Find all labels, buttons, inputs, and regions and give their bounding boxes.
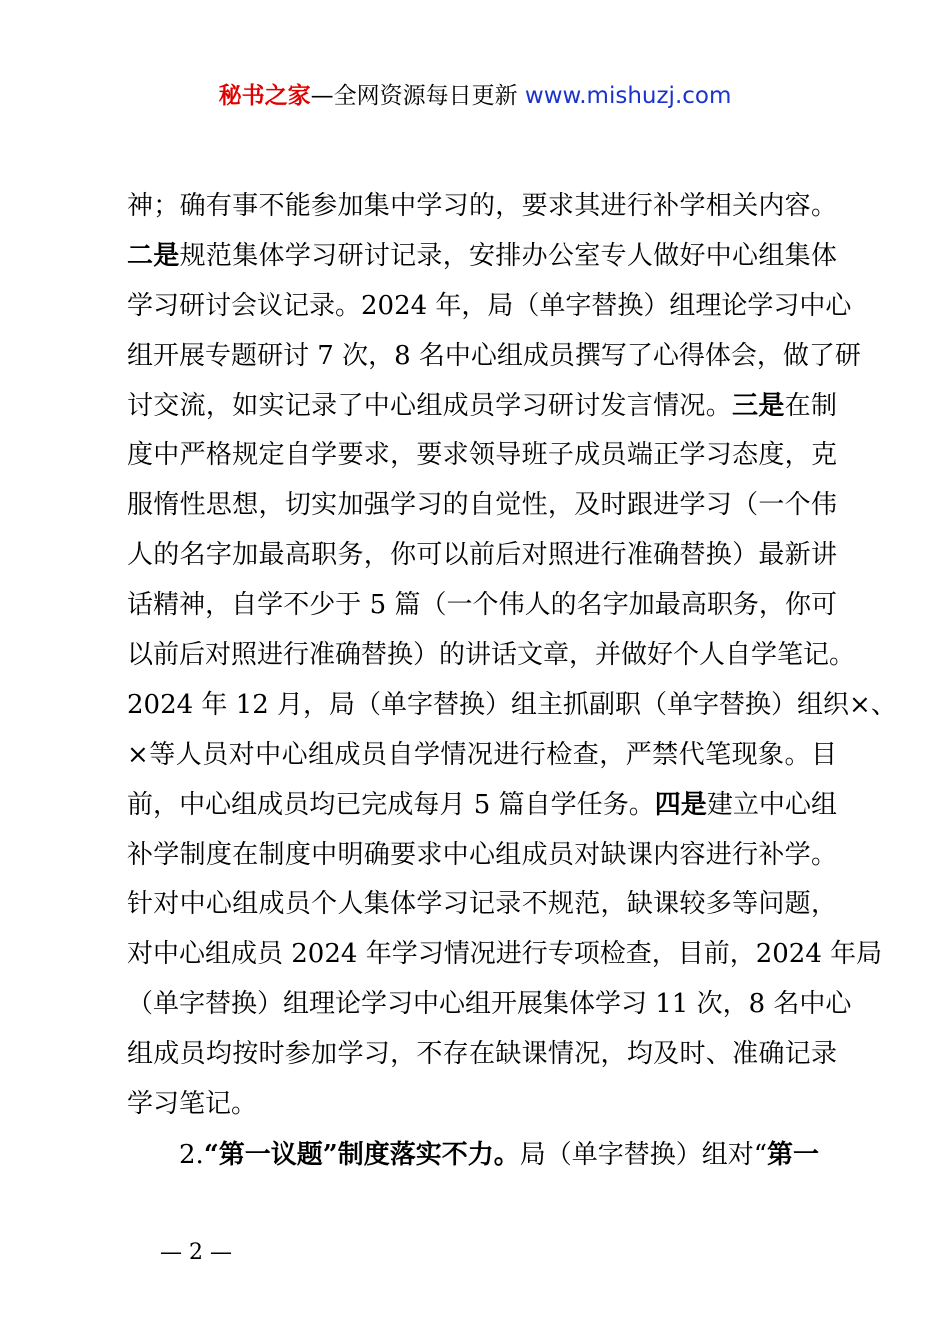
text-run: 学习笔记。 [127,1089,258,1120]
text-line [127,182,837,232]
text-line [127,382,837,432]
bold-text: “第一议题”制度落实不力。 [203,1139,520,1170]
document-body [127,182,897,1181]
bold-text: 第一 [767,1139,820,1170]
header-tagline: —全网资源每日更新 [310,83,518,109]
text-run: （单字替换）组理论学习中心组开展集体学习 11 次，8 名中心 [127,989,852,1020]
paragraph-1 [127,182,897,1130]
text-run: 针对中心组成员个人集体学习记录不规范，缺课较多等问题， [127,889,837,920]
text-run: 规范集体学习研讨记录，安排办公室专人做好中心组集体 [179,240,837,271]
text-run: 讨交流，如实记录了中心组成员学习研讨发言情况。 [127,390,733,421]
text-line [127,631,856,681]
bold-text: 三是 [732,390,785,421]
text-line [127,880,837,930]
text-run: 神；确有事不能参加集中学习的，要求其进行补学相关内容。 [127,191,837,221]
site-url[interactable]: www.mishuzj.com [524,83,732,109]
text-run: 组开展专题研讨 7 次，8 名中心组成员撰写了心得体会，做了研 [127,340,861,371]
paragraph-2 [127,1131,837,1181]
text-line [127,731,837,781]
text-run: 组成员均按时参加学习，不存在缺课情况，均及时、准确记录 [127,1039,837,1070]
text-line [127,1080,837,1130]
text-line [127,581,837,631]
text-run: 前，中心组成员均已完成每月 5 篇自学任务。 [127,789,655,820]
text-run: 在制 [784,390,837,421]
text-run: 2. [179,1139,204,1170]
text-run: 人的名字加最高职务，你可以前后对照进行准确替换）最新讲 [127,540,837,571]
text-run: 建立中心组 [706,789,837,820]
text-run: 学习研讨会议记录。2024 年，局（单字替换）组理论学习中心 [127,290,852,321]
text-run: 局（单字替换）组对“ [519,1139,768,1170]
bold-text: 二是 [127,240,180,271]
page-number: — 2 — [160,1240,232,1265]
text-run: 对中心组成员 2024 年学习情况进行专项检查，目前，2024 年局 [127,939,883,970]
text-line [127,930,883,980]
site-header [0,78,950,114]
bold-text: 四是 [654,789,707,820]
text-line [127,232,837,282]
text-line [127,332,861,382]
text-line [127,481,837,531]
text-line [127,980,852,1030]
text-run: 服惰性思想，切实加强学习的自觉性，及时跟进学习（一个伟 [127,490,837,521]
text-line [127,831,837,881]
text-line [127,1030,837,1080]
text-line [127,282,852,332]
text-line [127,681,897,731]
text-line [127,781,837,831]
text-run: 度中严格规定自学要求，要求领导班子成员端正学习态度，克 [127,440,837,471]
text-run: 2024 年 12 月，局（单字替换）组主抓副职（单字替换）组织×、 [127,689,897,720]
text-run: 补学制度在制度中明确要求中心组成员对缺课内容进行补学。 [127,839,837,870]
text-line [127,431,837,481]
text-run: 以前后对照进行准确替换）的讲话文章，并做好个人自学笔记。 [127,640,856,671]
text-run: 话精神，自学不少于 5 篇（一个伟人的名字加最高职务，你可 [127,590,837,621]
text-run: ×等人员对中心组成员自学情况进行检查，严禁代笔现象。目 [127,739,837,770]
text-line [127,531,837,581]
brand-name: 秘书之家 [218,83,311,109]
